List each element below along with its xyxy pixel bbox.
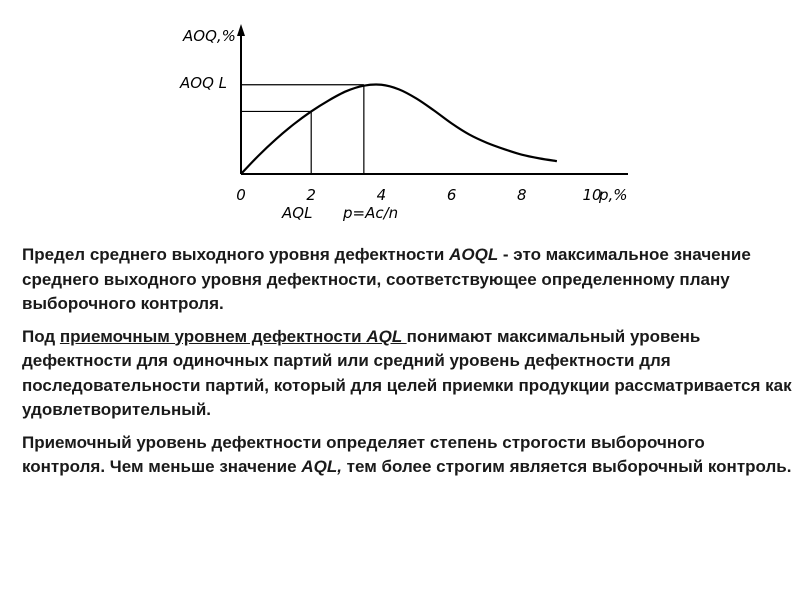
aql-annotation: AQL [282, 204, 313, 222]
description-text [22, 243, 792, 488]
p3-text: Приемочный уровень дефектности определяет степень строгости выборочного контроля. Чем меньше значение [22, 432, 705, 476]
y-axis-label: AOQ,% [183, 27, 236, 45]
aoql-label: AOQ L [180, 74, 227, 92]
p2-term: AQL [366, 326, 407, 346]
p1-text: Предел среднего выходного уровня дефектности [22, 245, 450, 264]
x-tick-label: 4 [376, 186, 387, 204]
y-axis-arrow [237, 24, 245, 36]
p1-text-end: - это максимальное значение среднего выходного уровня дефектности, соответствующее определенному плану выборочного контроля. [22, 245, 751, 313]
x-axis-label: p,% [599, 186, 628, 204]
x-tick-label: 8 [517, 186, 527, 204]
x-tick-label: 10 [582, 186, 602, 204]
paragraph-strictness [22, 431, 792, 480]
x-tick-label: 0 [236, 186, 246, 204]
aoq-chart [0, 0, 800, 235]
x-tick-label: 6 [446, 186, 457, 204]
paragraph-aql [22, 325, 792, 423]
p2-text: Под [22, 326, 60, 346]
p3-text-end: тем более строгим является выборочный контроль. [341, 457, 792, 476]
paragraph-aoql [22, 243, 792, 317]
p1-term: AOQL [449, 245, 499, 264]
p-ac-n-annotation: p=Ac/n [343, 204, 399, 222]
p3-term: AQL, [301, 457, 342, 476]
aoq-curve [241, 84, 557, 174]
p2-underlined-term: приемочным уровнем дефектности [59, 326, 367, 346]
x-tick-labels [236, 186, 601, 204]
p2-text-end: понимают максимальный уровень дефектности для одиночных партий или средний уровень дефектности для последовательности партий, который для целей приемки продукции рассматривается как удовлетворительный. [22, 326, 792, 419]
x-tick-label: 2 [306, 186, 316, 204]
